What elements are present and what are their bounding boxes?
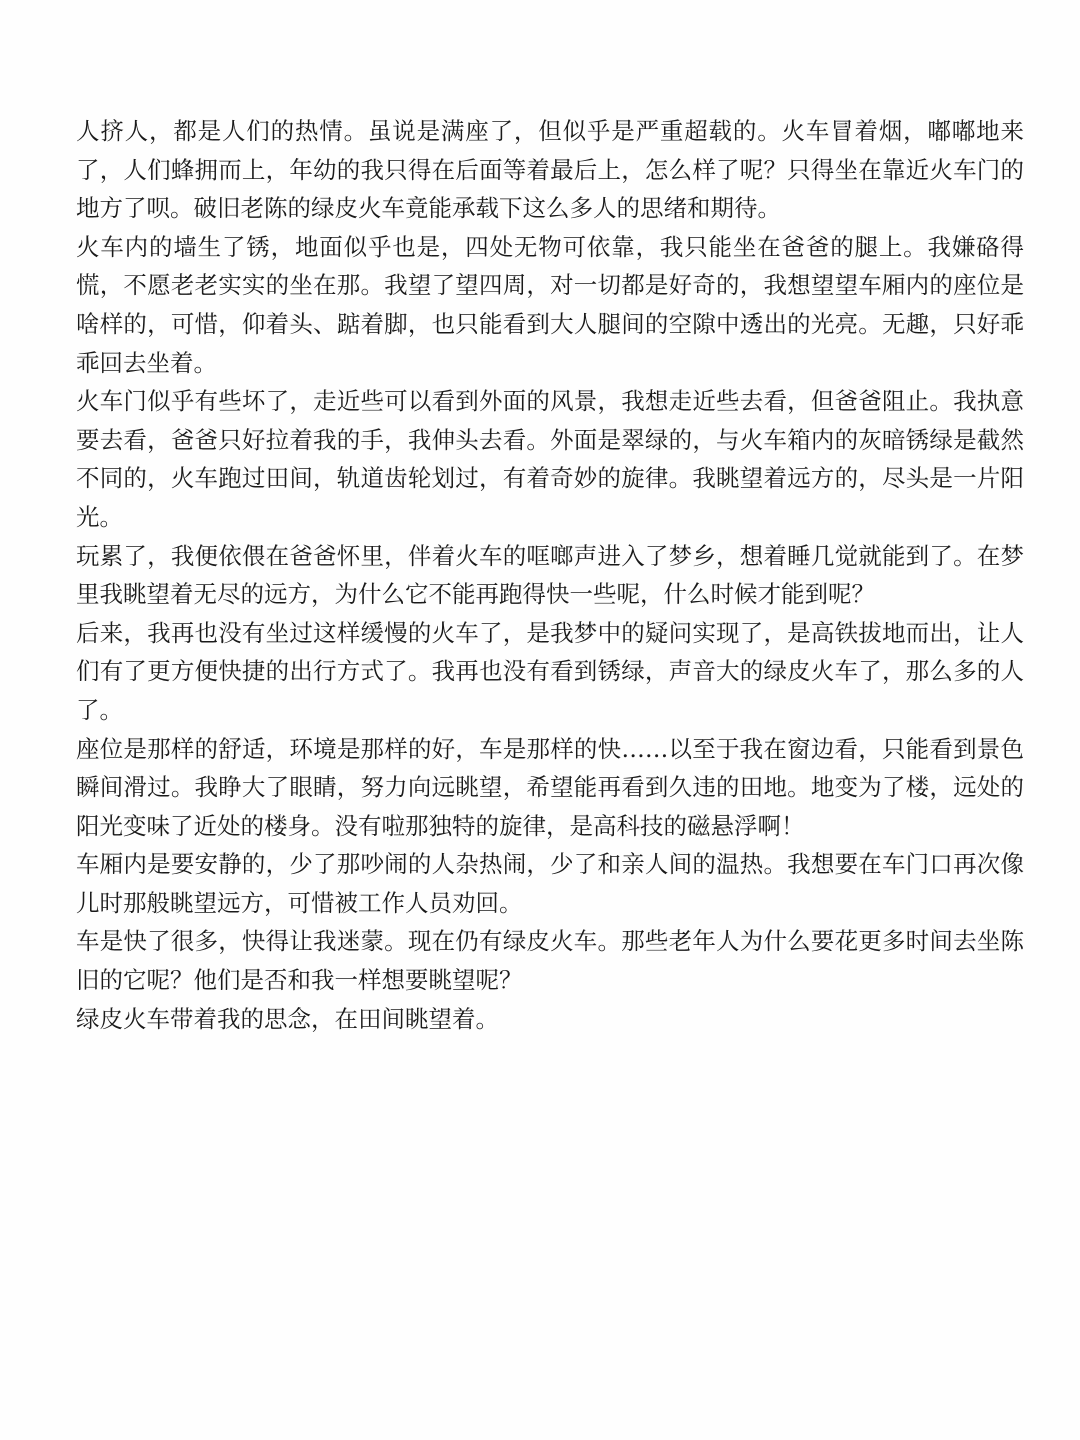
paragraph-1: 人挤人，都是人们的热情。虽说是满座了，但似乎是严重超载的。火车冒着烟，嘟嘟地来了，人们蜂拥而上，年幼的我只得在后面等着最后上，怎么样了呢？只得坐在靠近火车门的地方了呗。破旧老陈的绿皮火车竟能承载下这么多人的思绪和期待。 — [76, 117, 1024, 223]
paragraph-3: 火车门似乎有些坏了，走近些可以看到外面的风景，我想走近些去看，但爸爸阻止。我执意要去看，爸爸只好拉着我的手，我伸头去看。外面是翠绿的，与火车箱内的灰暗锈绿是截然不同的，火车跑过田间，轨道齿轮划过，有着奇妙的旋律。我眺望着远方的，尽头是一片阳光。 — [76, 387, 1024, 531]
essay-body — [76, 112, 1024, 1038]
paragraph-2: 火车内的墙生了锈，地面似乎也是，四处无物可依靠，我只能坐在爸爸的腿上。我嫌硌得慌，不愿老老实实的坐在那。我望了望四周，对一切都是好奇的，我想望望车厢内的座位是啥样的，可惜，仰着头、踮着脚，也只能看到大人腿间的空隙中透出的光亮。无趣，只好乖乖回去坐着。 — [76, 232, 1024, 377]
paragraph-5: 后来，我再也没有坐过这样缓慢的火车了，是我梦中的疑问实现了，是高铁拔地而出，让人们有了更方便快捷的出行方式了。我再也没有看到锈绿，声音大的绿皮火车了，那么多的人了。 — [76, 618, 1024, 724]
paragraph-4: 玩累了，我便依偎在爸爸怀里，伴着火车的哐啷声进入了梦乡，想着睡几觉就能到了。在梦里我眺望着无尽的远方，为什么它不能再跑得快一些呢，什么时候才能到呢？ — [76, 541, 1024, 609]
paragraph-8: 车是快了很多，快得让我迷蒙。现在仍有绿皮火车。那些老年人为什么要花更多时间去坐陈旧的它呢？他们是否和我一样想要眺望呢？ — [76, 927, 1024, 995]
paragraph-7: 车厢内是要安静的，少了那吵闹的人杂热闹，少了和亲人间的温热。我想要在车门口再次像儿时那般眺望远方，可惜被工作人员劝回。 — [76, 850, 1024, 917]
paragraph-6: 座位是那样的舒适，环境是那样的好，车是那样的快……以至于我在窗边看，只能看到景色瞬间滑过。我睁大了眼睛，努力向远眺望，希望能再看到久违的田地。地变为了楼，远处的阳光变味了近处的楼身。没有啦那独特的旋律，是高科技的磁悬浮啊！ — [76, 734, 1024, 840]
paragraph-9: 绿皮火车带着我的思念，在田间眺望着。 — [76, 1004, 499, 1033]
